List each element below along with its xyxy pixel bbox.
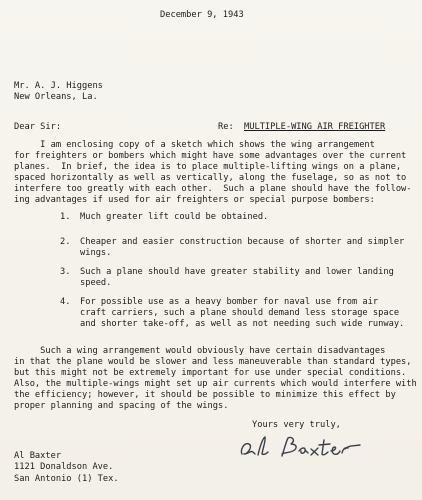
intro-line: for freighters or bombers which might have some advantages over the current bbox=[14, 151, 407, 161]
closing-line: Such a wing arrangement would obviously have certain disadvantages bbox=[14, 346, 386, 356]
item-text: craft carriers, such a plane should demand less storage space bbox=[80, 308, 400, 318]
recipient-city: New Orleans, La. bbox=[14, 92, 98, 102]
item-number: 3. bbox=[60, 267, 71, 277]
item-number: 2. bbox=[60, 237, 71, 247]
item-text: and shorter take-off, as well as not needing such wide runway. bbox=[80, 319, 405, 329]
closing-line: Also, the multiple-wings might set up air currents which would interfere with bbox=[14, 379, 417, 389]
re-label: Re: bbox=[218, 122, 234, 132]
item-text: Cheaper and easier construction because of shorter and simpler bbox=[80, 237, 405, 247]
sender-name: Al Baxter bbox=[14, 451, 62, 461]
item-text: Much greater lift could be obtained. bbox=[80, 212, 269, 222]
re-subject: MULTIPLE-WING AIR FREIGHTER bbox=[244, 122, 386, 132]
item-text: Such a plane should have greater stability and lower landing bbox=[80, 267, 394, 277]
intro-line: ing advantages if used for air freighters or special purpose bombers: bbox=[14, 195, 375, 205]
intro-line: planes. In brief, the idea is to place multiple-lifting wings on a plane, bbox=[14, 162, 402, 172]
handwritten-signature bbox=[236, 432, 368, 466]
closing-line: proper planning and spacing of the wings. bbox=[14, 401, 229, 411]
item-number: 1. bbox=[60, 212, 71, 222]
intro-line: I am enclosing copy of a sketch which shows the wing arrangement bbox=[14, 140, 375, 150]
recipient-name: Mr. A. J. Higgens bbox=[14, 81, 103, 91]
closing-line: the efficiency; however, it should be possible to minimize this effect by bbox=[14, 390, 396, 400]
item-text: For possible use as a heavy bomber for naval use from air bbox=[80, 297, 379, 307]
valediction: Yours very truly, bbox=[252, 420, 341, 430]
sender-city: San Antonio (1) Tex. bbox=[14, 474, 119, 484]
salutation: Dear Sir: bbox=[14, 122, 62, 132]
sender-street: 1121 Donaldson Ave. bbox=[14, 462, 114, 472]
item-text: speed. bbox=[80, 278, 112, 288]
closing-line: in that the plane would be slower and less maneuverable than standard types, bbox=[14, 357, 412, 367]
intro-line: interfere too greatly with each other. Such a plane should have the follow- bbox=[14, 184, 412, 194]
item-number: 4. bbox=[60, 297, 71, 307]
closing-line: but this might not be extremely important for use under special conditions. bbox=[14, 368, 407, 378]
item-text: wings. bbox=[80, 248, 112, 258]
letter-date: December 9, 1943 bbox=[160, 10, 244, 20]
intro-line: spaced horizontally as well as vertically, along the fuselage, so as not to bbox=[14, 173, 407, 183]
